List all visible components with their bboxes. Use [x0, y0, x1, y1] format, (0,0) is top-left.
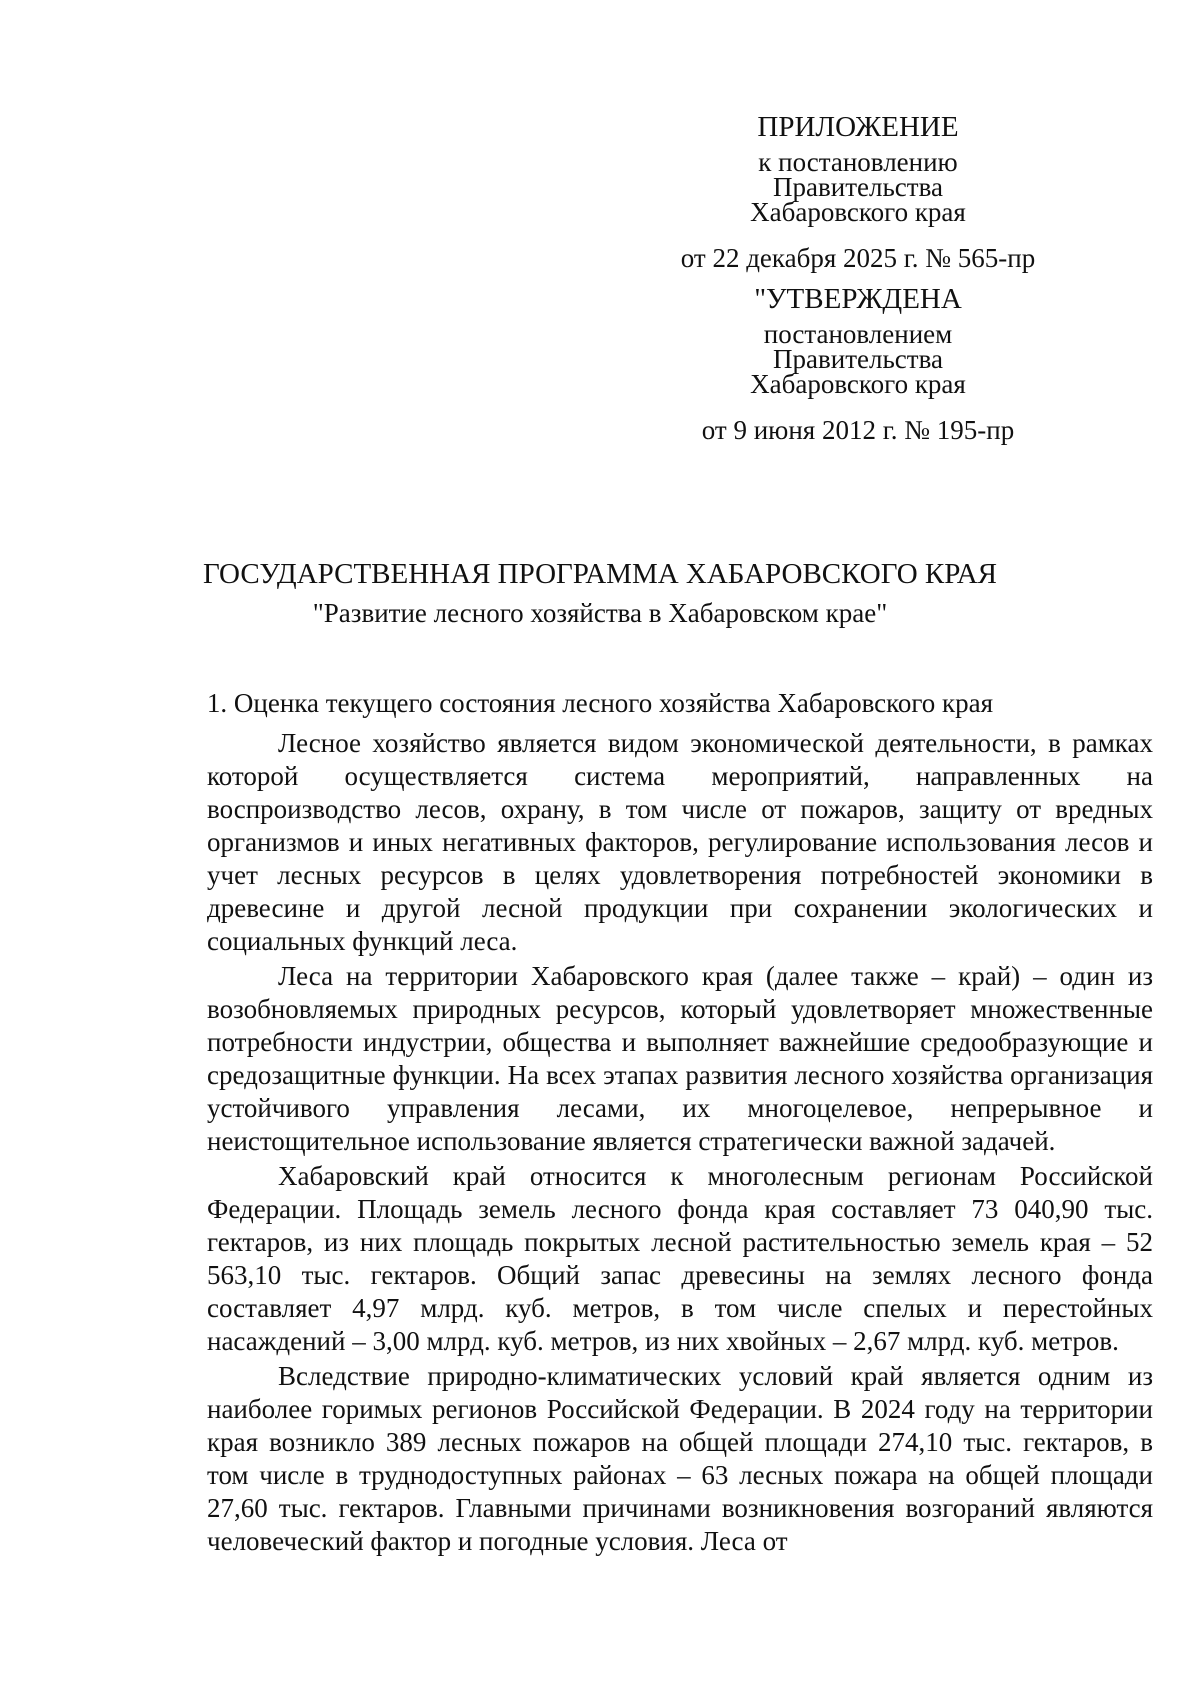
- appendix-region: Хабаровского края: [750, 197, 966, 227]
- approved-block: [648, 282, 1068, 447]
- appendix-to-resolution: к постановлению: [758, 147, 958, 177]
- appendix-government: Правительства: [773, 172, 943, 202]
- appendix-date-number: от 22 декабря 2025 г. № 565-пр: [680, 243, 1036, 273]
- program-subtitle: "Развитие лесного хозяйства в Хабаровском крае": [312, 598, 888, 628]
- paragraph: Лесное хозяйство является видом экономической деятельности, в рамках которой осуществляется система мероприятий, направленных на воспроизводство лесов, охрану, в том числе от пожаров, защиту от вредных организмов и иных негативных факторов, регулирование использования лесов и учет лесных ресурсов в целях удовлетворения потребностей экономики в древесине и другой лесной продукции при сохранении экологических и социальных функций леса.: [207, 728, 1153, 956]
- section-title: 1. Оценка текущего состояния лесного хозяйства Хабаровского края: [206, 688, 994, 718]
- approved-region: Хабаровского края: [750, 369, 966, 399]
- appendix-title: ПРИЛОЖЕНИЕ: [757, 111, 959, 143]
- paragraph: Леса на территории Хабаровского края (далее также – край) – один из возобновляемых природных ресурсов, который удовлетворяет множественные потребности индустрии, общества и выполняет важнейшие средообразующие и средозащитные функции. На всех этапах развития лесного хозяйства организация устойчивого управления лесами, их многоцелевое, непрерывное и неистощительное использование является стратегически важной задачей.: [207, 961, 1153, 1156]
- program-title: ГОСУДАРСТВЕННАЯ ПРОГРАММА ХАБАРОВСКОГО КРАЯ: [203, 558, 997, 590]
- paragraph: Хабаровский край относится к многолесным регионам Российской Федерации. Площадь земель лесного фонда края составляет 73 040,90 тыс. гектаров, из них площадь покрытых лесной растительностью земель края – 52 563,10 тыс. гектаров. Общий запас древесины на землях лесного фонда составляет 4,97 млрд. куб. метров, в том числе спелых и перестойных насаждений – 3,00 млрд. куб. метров, из них хвойных – 2,67 млрд. куб. метров.: [207, 1161, 1153, 1356]
- approved-date-number: от 9 июня 2012 г. № 195-пр: [701, 415, 1015, 445]
- approved-government: Правительства: [773, 344, 943, 374]
- appendix-block: [648, 110, 1068, 275]
- section-body: [207, 727, 1153, 1558]
- paragraph: Вследствие природно-климатических условий край является одним из наиболее горимых регионов Российской Федерации. В 2024 году на территории края возникло 389 лесных пожаров на общей площади 274,10 тыс. гектаров, в том числе в труднодоступных районах – 63 лесных пожара на общей площади 27,60 тыс. гектаров. Главными причинами возникновения возгораний являются человеческий фактор и погодные условия. Леса от: [207, 1361, 1153, 1556]
- approved-by-resolution: постановлением: [763, 319, 953, 349]
- approved-title: "УТВЕРЖДЕНА: [754, 283, 962, 315]
